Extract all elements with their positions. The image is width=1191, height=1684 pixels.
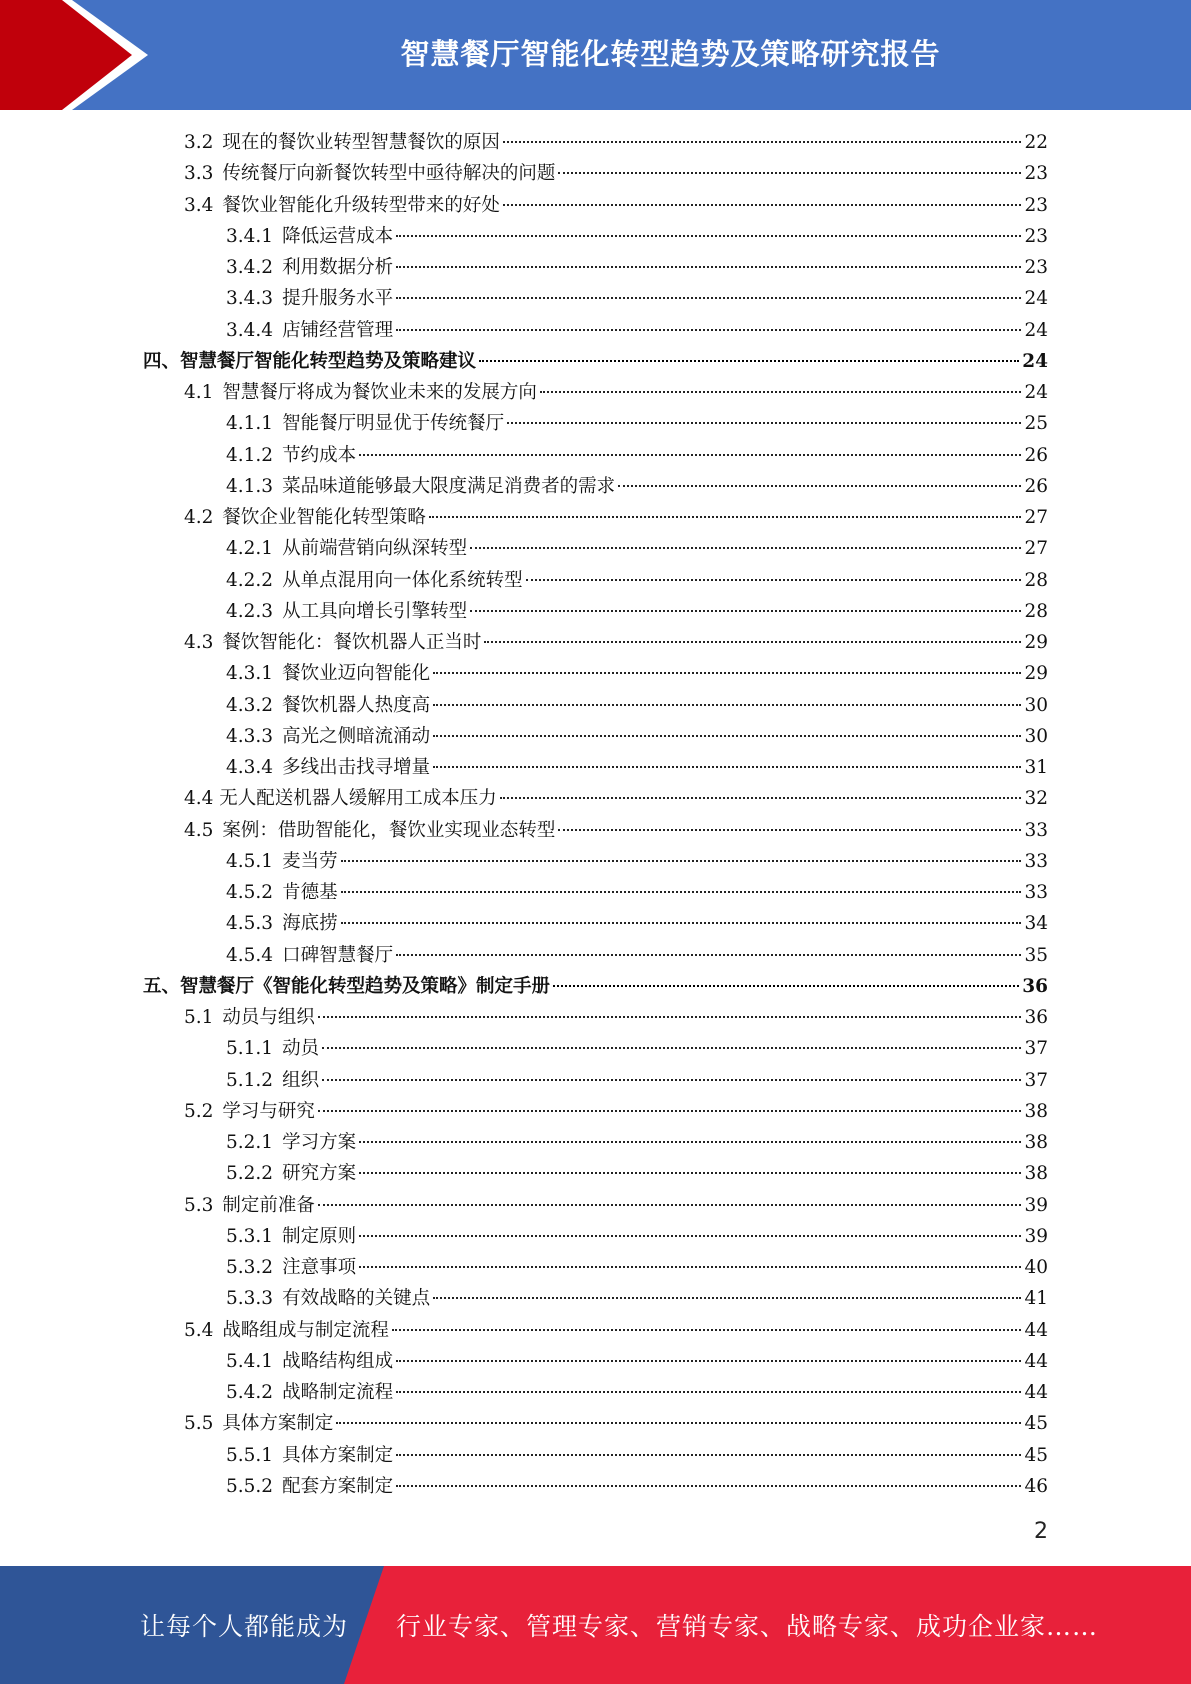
- toc-leader-dots: [526, 579, 1022, 581]
- toc-entry-page: 39: [1024, 1225, 1048, 1247]
- toc-leader-dots: [396, 1360, 1021, 1362]
- toc-entry-title: 菜品味道能够最大限度满足消费者的需求: [282, 475, 616, 497]
- toc-entry-title: 战略制定流程: [282, 1382, 394, 1403]
- toc-entry-title: 制定前准备: [222, 1194, 315, 1216]
- toc-entry-page: 41: [1024, 1288, 1048, 1310]
- toc-leader-dots: [503, 141, 1022, 143]
- toc-entry-number: 4.1.3: [226, 475, 274, 497]
- toc-entry[interactable]: [184, 190, 1048, 221]
- toc-entry-page: 30: [1024, 725, 1048, 747]
- toc-entry[interactable]: [226, 752, 1048, 783]
- toc-entry-number: 4.2.3: [226, 600, 274, 622]
- toc-entry-title: 五、智慧餐厅《智能化转型趋势及策略》制定手册: [143, 975, 551, 997]
- toc-leader-dots: [558, 172, 1021, 174]
- toc-entry[interactable]: [226, 658, 1048, 689]
- toc-entry[interactable]: [184, 1315, 1048, 1346]
- toc-entry-title: 智慧餐厅将成为餐饮业未来的发展方向: [222, 382, 537, 403]
- toc-entry[interactable]: [226, 471, 1048, 502]
- toc-entry-number: 4.3: [184, 632, 214, 653]
- toc-entry-number: 5.2: [184, 1100, 214, 1122]
- toc-entry-title: 具体方案制定: [282, 1444, 394, 1466]
- toc-entry-page: 29: [1024, 663, 1048, 685]
- toc-entry-page: 32: [1024, 788, 1048, 810]
- toc-entry-page: 35: [1024, 944, 1048, 966]
- toc-entry-number: 5.3.2: [226, 1257, 274, 1278]
- toc-entry-title: 4.4 无人配送机器人缓解用工成本压力: [184, 788, 497, 810]
- toc-entry[interactable]: [184, 815, 1048, 846]
- toc-entry-number: 5.5: [184, 1413, 214, 1435]
- toc-entry-number: 5.3.3: [226, 1288, 274, 1310]
- toc-entry-number: 3.4: [184, 194, 214, 216]
- toc-entry[interactable]: [226, 252, 1048, 283]
- toc-entry[interactable]: [184, 502, 1048, 533]
- toc-entry[interactable]: [184, 783, 1048, 814]
- toc-entry-number: 5.1.2: [226, 1069, 274, 1091]
- toc-entry-page: 38: [1024, 1163, 1048, 1185]
- toc-entry-page: 23: [1024, 194, 1048, 216]
- toc-entry-page: 33: [1024, 850, 1048, 872]
- toc-entry[interactable]: [226, 1127, 1048, 1158]
- toc-leader-dots: [503, 204, 1022, 206]
- toc-leader-dots: [470, 610, 1021, 612]
- toc-leader-dots: [484, 641, 1021, 643]
- footer-slogan-right: 行业专家、管理专家、营销专家、战略专家、成功企业家……: [396, 1612, 1099, 1641]
- toc-entry[interactable]: [226, 1283, 1048, 1314]
- toc-entry[interactable]: [226, 596, 1048, 627]
- toc-leader-dots: [359, 454, 1021, 456]
- toc-entry-number: 3.2: [184, 132, 214, 153]
- toc-entry-number: 3.4.2: [226, 257, 274, 278]
- toc-entry-title: 高光之侧暗流涌动: [282, 725, 431, 747]
- toc-entry-number: 5.5.2: [226, 1475, 274, 1497]
- toc-entry-title: 多线出击找寻增量: [282, 757, 431, 778]
- toc-entry[interactable]: [184, 1190, 1048, 1221]
- toc-leader-dots: [392, 1329, 1022, 1331]
- toc-entry-title: 口碑智慧餐厅: [282, 944, 394, 966]
- toc-entry-page: 38: [1024, 1100, 1048, 1122]
- toc-entry-page: 44: [1024, 1382, 1048, 1403]
- toc-entry-number: 5.1.1: [226, 1038, 274, 1060]
- toc-entry-number: 4.3.4: [226, 757, 274, 778]
- toc-entry-page: 44: [1024, 1319, 1048, 1341]
- toc-entry-number: 3.4.3: [226, 288, 274, 310]
- toc-entry-number: 3.3: [184, 163, 214, 185]
- toc-entry-page: 30: [1024, 694, 1048, 716]
- toc-entry-page: 46: [1024, 1475, 1048, 1497]
- toc-entry[interactable]: [143, 346, 1048, 377]
- toc-entry-page: 28: [1024, 600, 1048, 622]
- toc-entry-page: 40: [1024, 1257, 1048, 1278]
- toc-entry-number: 5.2.1: [226, 1132, 274, 1153]
- toc-entry-title: 战略组成与制定流程: [222, 1319, 389, 1341]
- toc-entry-page: 31: [1024, 757, 1048, 778]
- toc-entry-page: 39: [1024, 1194, 1048, 1216]
- toc-entry-title: 节约成本: [282, 444, 357, 466]
- toc-entry[interactable]: [226, 1440, 1048, 1471]
- toc-entry-number: 4.1.2: [226, 444, 274, 466]
- toc-leader-dots: [479, 360, 1019, 362]
- toc-entry-page: 45: [1024, 1444, 1048, 1466]
- toc-entry-number: 4.2.2: [226, 569, 274, 591]
- toc-leader-dots: [618, 485, 1021, 487]
- toc-entry[interactable]: [226, 1158, 1048, 1189]
- toc-entry-number: 4.5: [184, 819, 214, 841]
- toc-entry-page: 24: [1024, 382, 1048, 403]
- toc-leader-dots: [540, 391, 1022, 393]
- toc-entry-title: 学习方案: [282, 1132, 357, 1153]
- toc-leader-dots: [318, 1016, 1022, 1018]
- toc-leader-dots: [433, 672, 1021, 674]
- toc-entry[interactable]: [184, 1408, 1048, 1439]
- toc-entry-title: 提升服务水平: [282, 288, 394, 310]
- toc-entry[interactable]: [226, 1252, 1048, 1283]
- toc-entry-page: 24: [1022, 350, 1048, 372]
- toc-entry-page: 27: [1024, 538, 1048, 560]
- toc-entry-title: 案例：借助智能化，餐饮业实现业态转型: [222, 819, 556, 841]
- toc-entry-title: 店铺经营管理: [282, 319, 394, 341]
- toc-entry[interactable]: [184, 1002, 1048, 1033]
- toc-leader-dots: [396, 954, 1021, 956]
- toc-entry-page: 23: [1024, 225, 1048, 247]
- toc-entry[interactable]: [226, 315, 1048, 346]
- toc-entry-number: 5.1: [184, 1007, 214, 1028]
- toc-entry-title: 降低运营成本: [282, 225, 394, 247]
- toc-entry[interactable]: [143, 971, 1048, 1002]
- toc-entry-page: 26: [1024, 444, 1048, 466]
- toc-entry-title: 利用数据分析: [282, 257, 394, 278]
- page-number: 2: [1034, 1519, 1048, 1544]
- toc-entry-page: 29: [1024, 632, 1048, 653]
- toc-entry[interactable]: [226, 1033, 1048, 1064]
- toc-entry-page: 23: [1024, 257, 1048, 278]
- toc-entry-number: 5.4.2: [226, 1382, 274, 1403]
- toc-leader-dots: [318, 1204, 1022, 1206]
- toc-entry-number: 5.3: [184, 1194, 214, 1216]
- toc-leader-dots: [433, 766, 1021, 768]
- toc-leader-dots: [553, 985, 1019, 987]
- toc-leader-dots: [429, 516, 1022, 518]
- toc-entry[interactable]: [226, 940, 1048, 971]
- toc-leader-dots: [359, 1141, 1021, 1143]
- toc-entry-title: 餐饮机器人热度高: [282, 694, 431, 716]
- toc-entry-title: 研究方案: [282, 1163, 357, 1185]
- toc-entry-page: 44: [1024, 1350, 1048, 1372]
- toc-entry-number: 4.5.2: [226, 882, 274, 903]
- toc-entry[interactable]: [184, 1096, 1048, 1127]
- toc-entry-page: 33: [1024, 882, 1048, 903]
- toc-entry[interactable]: [226, 721, 1048, 752]
- toc-leader-dots: [322, 1079, 1021, 1081]
- toc-entry[interactable]: [226, 1377, 1048, 1408]
- toc-entry-number: 3.4.4: [226, 319, 274, 341]
- toc-entry-number: 4.3.1: [226, 663, 274, 685]
- toc-entry-page: 37: [1024, 1069, 1048, 1091]
- toc-entry-page: 27: [1024, 507, 1048, 528]
- toc-leader-dots: [470, 547, 1021, 549]
- toc-leader-dots: [341, 922, 1022, 924]
- footer-slogan-left: 让每个人都能成为: [140, 1612, 349, 1641]
- toc-entry-title: 餐饮业智能化升级转型带来的好处: [222, 194, 500, 216]
- toc-entry-title: 智能餐厅明显优于传统餐厅: [282, 413, 505, 435]
- toc-entry-title: 餐饮智能化：餐饮机器人正当时: [222, 632, 482, 653]
- toc-entry[interactable]: [226, 1221, 1048, 1252]
- toc-entry-number: 4.5.4: [226, 944, 274, 966]
- toc-entry-title: 制定原则: [282, 1225, 357, 1247]
- toc-entry-title: 餐饮企业智能化转型策略: [222, 507, 426, 528]
- toc-entry[interactable]: [226, 408, 1048, 439]
- toc-entry-page: 34: [1024, 913, 1048, 935]
- toc-entry-number: 5.4: [184, 1319, 214, 1341]
- toc-entry[interactable]: [184, 627, 1048, 658]
- toc-entry[interactable]: [226, 221, 1048, 252]
- toc-leader-dots: [359, 1266, 1021, 1268]
- toc-leader-dots: [396, 297, 1021, 299]
- header-title: 智慧餐厅智能化转型趋势及策略研究报告: [400, 36, 941, 71]
- toc-entry-title: 现在的餐饮业转型智慧餐饮的原因: [222, 132, 500, 153]
- toc-entry-title: 组织: [282, 1069, 320, 1091]
- toc-entry-page: 26: [1024, 475, 1048, 497]
- toc-entry[interactable]: [184, 158, 1048, 189]
- toc-leader-dots: [318, 1110, 1022, 1112]
- toc-leader-dots: [396, 266, 1021, 268]
- toc-leader-dots: [433, 735, 1021, 737]
- toc-entry-number: 5.3.1: [226, 1225, 274, 1247]
- toc-entry[interactable]: [184, 377, 1048, 408]
- toc-entry[interactable]: [226, 533, 1048, 564]
- toc-leader-dots: [359, 1172, 1021, 1174]
- toc-entry-title: 从工具向增长引擎转型: [282, 600, 468, 622]
- toc-entry-page: 36: [1022, 975, 1048, 997]
- toc-entry-title: 四、智慧餐厅智能化转型趋势及策略建议: [143, 350, 477, 372]
- toc-leader-dots: [396, 1391, 1021, 1393]
- toc-entry-number: 4.1: [184, 382, 214, 403]
- toc-entry-page: 23: [1024, 163, 1048, 185]
- toc-entry-number: 5.5.1: [226, 1444, 274, 1466]
- toc-entry-number: 4.2: [184, 507, 214, 528]
- toc-entry[interactable]: [226, 846, 1048, 877]
- toc-leader-dots: [396, 1454, 1021, 1456]
- toc-entry-title: 肯德基: [282, 882, 338, 903]
- toc-entry-number: 5.2.2: [226, 1163, 274, 1185]
- toc-leader-dots: [341, 860, 1022, 862]
- toc-entry-number: 3.4.1: [226, 225, 274, 247]
- toc-entry[interactable]: [226, 1471, 1048, 1502]
- toc-entry-title: 战略结构组成: [282, 1350, 394, 1372]
- toc-entry-page: 38: [1024, 1132, 1048, 1153]
- toc-entry-number: 5.4.1: [226, 1350, 274, 1372]
- toc-entry-page: 37: [1024, 1038, 1048, 1060]
- toc-leader-dots: [336, 1422, 1021, 1424]
- toc-entry-number: 4.1.1: [226, 413, 274, 435]
- toc-entry[interactable]: [226, 690, 1048, 721]
- page-footer: [0, 1566, 1191, 1684]
- toc-entry-title: 具体方案制定: [222, 1413, 334, 1435]
- toc-entry-number: 4.5.3: [226, 913, 274, 935]
- toc-leader-dots: [359, 1235, 1021, 1237]
- toc-entry-page: 28: [1024, 569, 1048, 591]
- toc-entry[interactable]: [226, 908, 1048, 939]
- toc-leader-dots: [433, 704, 1021, 706]
- toc-entry[interactable]: [184, 127, 1048, 158]
- toc-entry-page: 22: [1024, 132, 1048, 153]
- toc-leader-dots: [500, 797, 1022, 799]
- toc-entry-number: 4.2.1: [226, 538, 274, 560]
- toc-entry-title: 从单点混用向一体化系统转型: [282, 569, 523, 591]
- toc-entry-number: 4.3.3: [226, 725, 274, 747]
- toc-entry-title: 学习与研究: [222, 1100, 315, 1122]
- toc-entry-title: 配套方案制定: [282, 1475, 394, 1497]
- toc-entry[interactable]: [226, 1065, 1048, 1096]
- toc-leader-dots: [396, 329, 1021, 331]
- toc-leader-dots: [558, 829, 1021, 831]
- toc-entry-title: 动员: [282, 1038, 320, 1060]
- toc-leader-dots: [396, 235, 1021, 237]
- toc-entry-page: 33: [1024, 819, 1048, 841]
- toc-entry-number: 4.3.2: [226, 694, 274, 716]
- toc-entry[interactable]: [226, 1346, 1048, 1377]
- toc-entry-title: 传统餐厅向新餐饮转型中亟待解决的问题: [222, 163, 556, 185]
- toc-entry-title: 有效战略的关键点: [282, 1288, 431, 1310]
- toc-entry-page: 24: [1024, 288, 1048, 310]
- toc-entry-title: 注意事项: [282, 1257, 357, 1278]
- toc-entry-page: 36: [1024, 1007, 1048, 1028]
- toc-leader-dots: [396, 1485, 1021, 1487]
- toc-entry-page: 25: [1024, 413, 1048, 435]
- toc-entry-title: 餐饮业迈向智能化: [282, 663, 431, 685]
- toc-entry[interactable]: [226, 283, 1048, 314]
- toc-entry[interactable]: [226, 565, 1048, 596]
- toc-entry-page: 24: [1024, 319, 1048, 341]
- toc-leader-dots: [507, 422, 1021, 424]
- toc-entry-title: 从前端营销向纵深转型: [282, 538, 468, 560]
- toc-entry[interactable]: [226, 877, 1048, 908]
- page-header: [0, 0, 1191, 110]
- toc-entry-title: 动员与组织: [222, 1007, 315, 1028]
- toc-entry-page: 45: [1024, 1413, 1048, 1435]
- toc-entry-number: 4.5.1: [226, 850, 274, 872]
- toc-entry-title: 麦当劳: [282, 850, 338, 872]
- toc-leader-dots: [322, 1047, 1021, 1049]
- toc-entry[interactable]: [226, 440, 1048, 471]
- toc-entry-title: 海底捞: [282, 913, 338, 935]
- toc-leader-dots: [341, 891, 1022, 893]
- toc-leader-dots: [433, 1297, 1021, 1299]
